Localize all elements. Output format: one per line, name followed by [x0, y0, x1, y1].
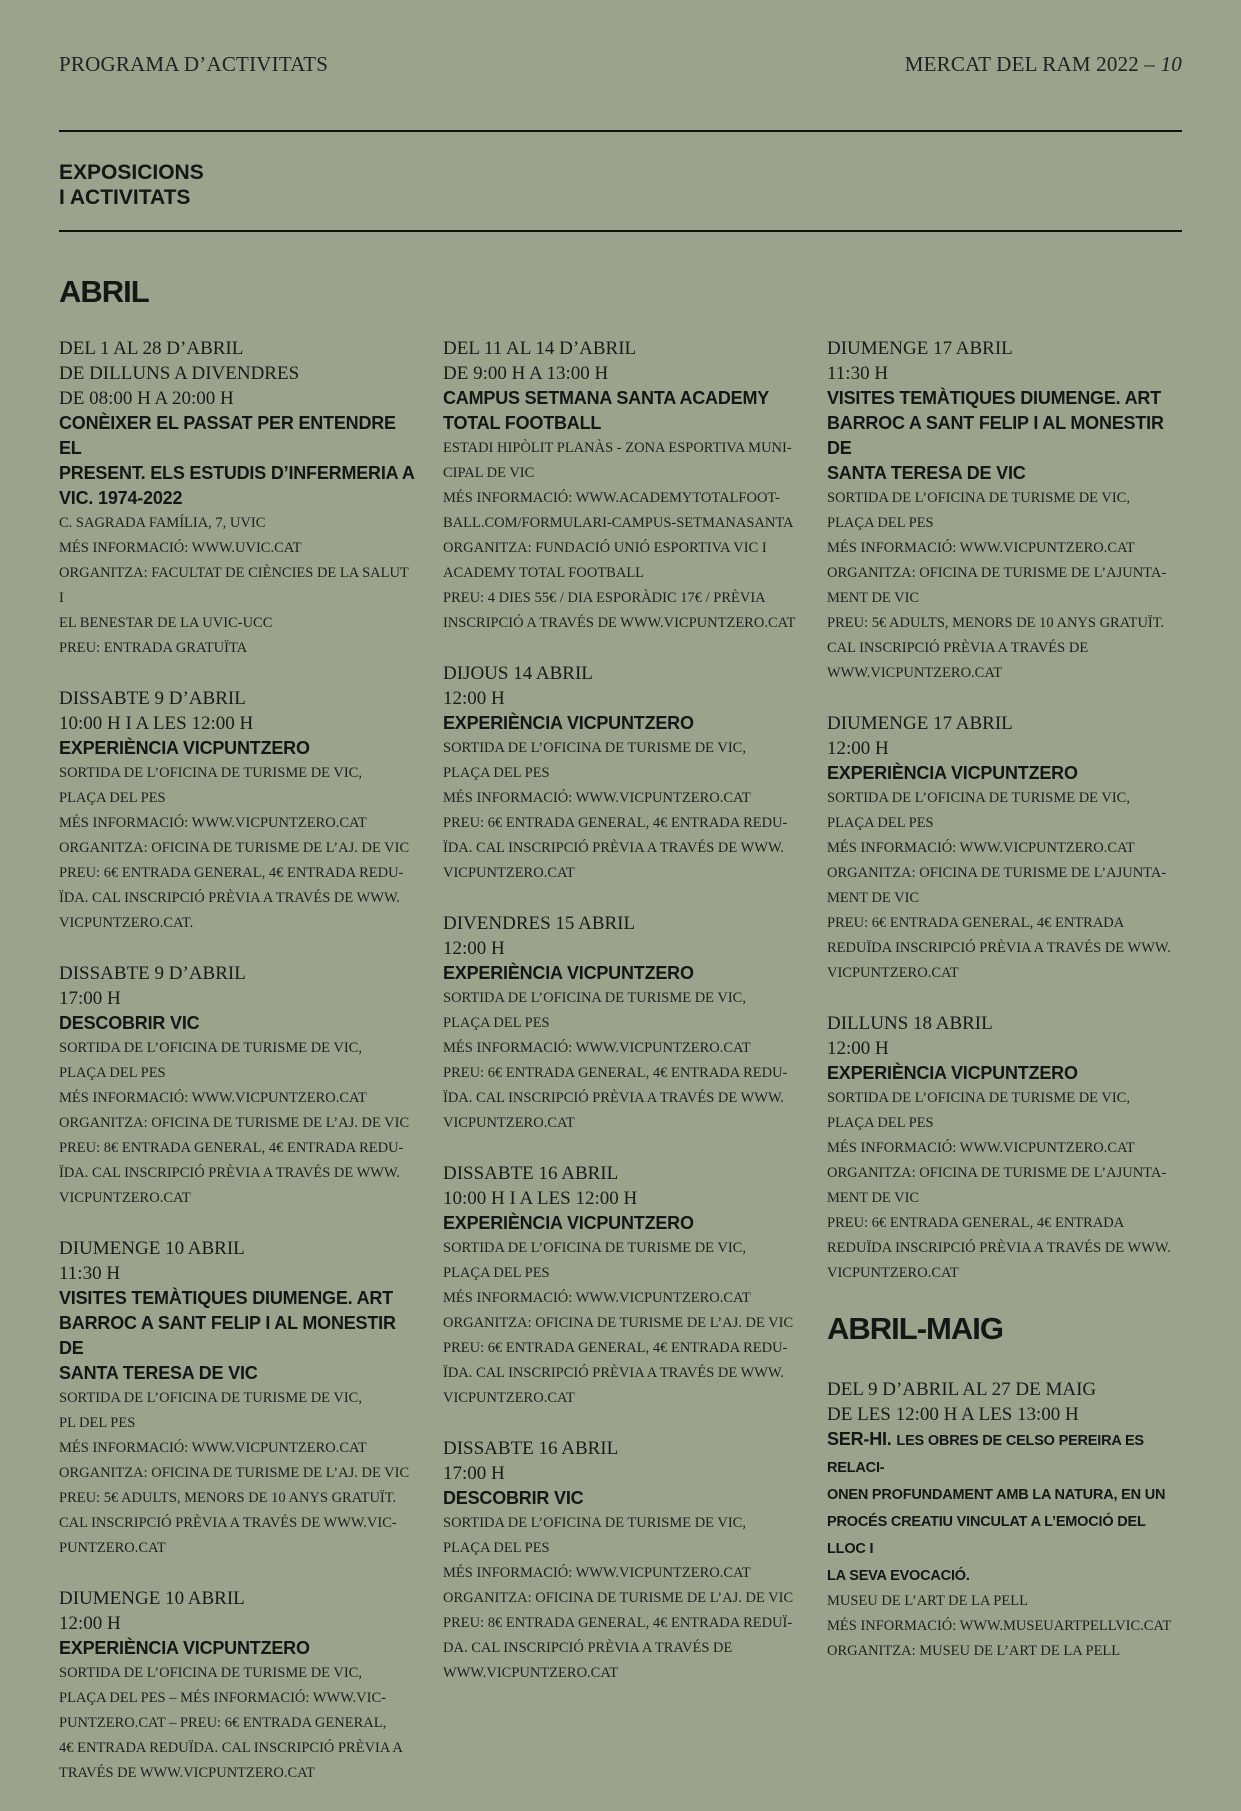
event-detail-line: MÉS INFORMACIÓ: WWW.VICPUNTZERO.CAT — [59, 815, 367, 831]
event-detail-line: VICPUNTZERO.CAT. — [59, 915, 194, 931]
event-detail-line: SORTIDA DE L’OFICINA DE TURISME DE VIC, — [827, 790, 1130, 806]
event-detail-line: ORGANITZA: FUNDACIÓ UNIÓ ESPORTIVA VIC I — [443, 540, 767, 556]
event-title-line: VISITES TEMÀTIQUES DIUMENGE. ART — [827, 388, 1161, 408]
event-date-line: DISSABTE 9 D’ABRIL — [59, 688, 246, 709]
event-entry — [59, 686, 415, 936]
event-detail-line: BALL.COM/FORMULARI-CAMPUS-SETMANASANTA — [443, 515, 794, 531]
month-heading-abril-maig: ABRIL-MAIG — [827, 1311, 1003, 1346]
event-date-line: DEL 9 D’ABRIL AL 27 DE MAIG — [827, 1379, 1097, 1400]
event-entry — [443, 661, 799, 886]
event-title-line: EXPERIÈNCIA VICPUNTZERO — [827, 1063, 1078, 1083]
event-entry — [827, 1011, 1183, 1286]
event-title-line: SANTA TERESA DE VIC — [59, 1363, 258, 1383]
event-title-line: TOTAL FOOTBALL — [443, 413, 602, 433]
event-title-line: EXPERIÈNCIA VICPUNTZERO — [443, 963, 694, 983]
event-date-line: 12:00 H — [443, 688, 505, 709]
event-date-line: 10:00 H I A LES 12:00 H — [59, 713, 254, 734]
event-detail-line: VICPUNTZERO.CAT — [827, 965, 959, 981]
event-title-line: SANTA TERESA DE VIC — [827, 463, 1026, 483]
event-detail-line: INSCRIPCIÓ A TRAVÉS DE WWW.VICPUNTZERO.CAT — [443, 615, 796, 631]
event-detail-line: CAL INSCRIPCIÓ PRÈVIA A TRAVÉS DE WWW.VIC- — [59, 1515, 397, 1531]
event-detail-line: ORGANITZA: FACULTAT DE CIÈNCIES DE LA SALUT I — [59, 565, 409, 606]
event-title-line — [827, 1427, 1183, 1481]
event-detail-line: PUNTZERO.CAT — [59, 1540, 166, 1556]
event-entry — [827, 711, 1183, 986]
event-title-line: EXPERIÈNCIA VICPUNTZERO — [59, 738, 310, 758]
event-title-text: LA SEVA EVOCACIÓ. — [827, 1568, 970, 1584]
event-detail-line: PL DEL PES — [59, 1415, 136, 1431]
event-date-line: DE 08:00 H A 20:00 H — [59, 388, 234, 409]
event-detail-line: ÏDA. CAL INSCRIPCIÓ PRÈVIA A TRAVÉS DE WWW. — [443, 1090, 784, 1106]
event-date-line: DISSABTE 16 ABRIL — [443, 1163, 619, 1184]
event-date-line: DEL 1 AL 28 D’ABRIL — [59, 338, 244, 359]
event-detail-line: WWW.VICPUNTZERO.CAT — [443, 1665, 619, 1681]
event-detail-line: SORTIDA DE L’OFICINA DE TURISME DE VIC, — [59, 1665, 362, 1681]
event-detail-line: PREU: 6€ ENTRADA GENERAL, 4€ ENTRADA REDU- — [59, 865, 404, 881]
event-date-line: 17:00 H — [443, 1463, 505, 1484]
event-date-line: DISSABTE 16 ABRIL — [443, 1438, 619, 1459]
event-detail-line: ÏDA. CAL INSCRIPCIÓ PRÈVIA A TRAVÉS DE WWW. — [59, 890, 400, 906]
event-detail-line: MÉS INFORMACIÓ: WWW.VICPUNTZERO.CAT — [443, 1290, 751, 1306]
event-detail-line: ORGANITZA: OFICINA DE TURISME DE L’AJ. DE VIC — [59, 840, 410, 856]
event-date-line: 10:00 H I A LES 12:00 H — [443, 1188, 638, 1209]
event-title-line: DESCOBRIR VIC — [443, 1488, 584, 1508]
event-title-line: CONÈIXER EL PASSAT PER ENTENDRE EL — [59, 413, 396, 458]
event-detail-line: PREU: 6€ ENTRADA GENERAL, 4€ ENTRADA REDU- — [443, 1340, 788, 1356]
event-date-line: 11:30 H — [59, 1263, 121, 1284]
event-entry — [59, 1236, 415, 1561]
event-title-line: VISITES TEMÀTIQUES DIUMENGE. ART — [59, 1288, 393, 1308]
event-detail-line: PUNTZERO.CAT – PREU: 6€ ENTRADA GENERAL, — [59, 1715, 387, 1731]
event-detail-line: SORTIDA DE L’OFICINA DE TURISME DE VIC, — [59, 1040, 362, 1056]
event-detail-line: MÉS INFORMACIÓ: WWW.MUSEUARTPELLVIC.CAT — [827, 1618, 1172, 1634]
event-detail-line: PREU: 8€ ENTRADA GENERAL, 4€ ENTRADA REDUÏ- — [443, 1615, 793, 1631]
event-detail-line: MÉS INFORMACIÓ: WWW.VICPUNTZERO.CAT — [827, 840, 1135, 856]
event-title-lead: SER-HI. — [827, 1429, 892, 1449]
event-title-line: EXPERIÈNCIA VICPUNTZERO — [443, 1213, 694, 1233]
event-date-line: DISSABTE 9 D’ABRIL — [59, 963, 246, 984]
event-detail-line: ÏDA. CAL INSCRIPCIÓ PRÈVIA A TRAVÉS DE WWW. — [443, 840, 784, 856]
header-event-label: MERCAT DEL RAM 2022 – 10 — [904, 52, 1182, 76]
event-title-line: CAMPUS SETMANA SANTA ACADEMY — [443, 388, 770, 408]
event-detail-line: ACADEMY TOTAL FOOTBALL — [443, 565, 645, 581]
event-title-line: EXPERIÈNCIA VICPUNTZERO — [443, 713, 694, 733]
event-title-text: LES OBRES DE CELSO PEREIRA ES RELACI- — [827, 1433, 1144, 1476]
event-detail-line: SORTIDA DE L’OFICINA DE TURISME DE VIC, — [443, 740, 746, 756]
event-date-line: DE LES 12:00 H A LES 13:00 H — [827, 1404, 1079, 1425]
event-detail-line: ORGANITZA: OFICINA DE TURISME DE L’AJ. DE VIC — [443, 1590, 794, 1606]
event-detail-line: ORGANITZA: OFICINA DE TURISME DE L’AJUNTA- — [827, 1165, 1167, 1181]
page-number: 10 — [1160, 52, 1182, 76]
event-detail-line: VICPUNTZERO.CAT — [59, 1190, 191, 1206]
event-detail-line: CIPAL DE VIC — [443, 465, 535, 481]
event-title-line: BARROC A SANT FELIP I AL MONESTIR DE — [59, 1313, 396, 1358]
event-detail-line: SORTIDA DE L’OFICINA DE TURISME DE VIC, — [443, 1515, 746, 1531]
event-title-line: VIC. 1974-2022 — [59, 488, 183, 508]
event-detail-line: MÉS INFORMACIÓ: WWW.VICPUNTZERO.CAT — [443, 1040, 751, 1056]
event-date-line: DIVENDRES 15 ABRIL — [443, 913, 636, 934]
event-detail-line: ORGANITZA: OFICINA DE TURISME DE L’AJUNTA- — [827, 865, 1167, 881]
event-detail-line: REDUÏDA INSCRIPCIÓ PRÈVIA A TRAVÉS DE WWW. — [827, 1240, 1171, 1256]
event-detail-line: SORTIDA DE L’OFICINA DE TURISME DE VIC, — [59, 765, 362, 781]
event-detail-line: VICPUNTZERO.CAT — [443, 865, 575, 881]
event-date-line: DIUMENGE 10 ABRIL — [59, 1238, 245, 1259]
event-detail-line: ORGANITZA: MUSEU DE L’ART DE LA PELL — [827, 1643, 1121, 1659]
event-detail-line: ESTADI HIPÒLIT PLANÀS - ZONA ESPORTIVA MUNI- — [443, 440, 792, 456]
event-date-line: 12:00 H — [443, 938, 505, 959]
event-detail-line: MÉS INFORMACIÓ: WWW.VICPUNTZERO.CAT — [827, 540, 1135, 556]
event-detail-line: ÏDA. CAL INSCRIPCIÓ PRÈVIA A TRAVÉS DE WWW. — [443, 1365, 784, 1381]
event-detail-line: PREU: 6€ ENTRADA GENERAL, 4€ ENTRADA — [827, 915, 1125, 931]
event-date-line: DE 9:00 H A 13:00 H — [443, 363, 609, 384]
event-date-line: DIUMENGE 17 ABRIL — [827, 713, 1013, 734]
event-detail-line: MENT DE VIC — [827, 890, 920, 906]
event-title-line: PRESENT. ELS ESTUDIS D’INFERMERIA A — [59, 463, 415, 483]
event-detail-line: PREU: 5€ ADULTS, MENORS DE 10 ANYS GRATUÏT. — [59, 1490, 397, 1506]
event-entry — [443, 1436, 799, 1686]
event-detail-line: ORGANITZA: OFICINA DE TURISME DE L’AJUNTA- — [827, 565, 1167, 581]
event-entry — [443, 336, 799, 636]
event-detail-line: MÉS INFORMACIÓ: WWW.VICPUNTZERO.CAT — [59, 1090, 367, 1106]
event-entry — [59, 336, 415, 661]
event-detail-line: PREU: 6€ ENTRADA GENERAL, 4€ ENTRADA REDU- — [443, 815, 788, 831]
events-column-3 — [827, 336, 1183, 1689]
event-detail-line: ORGANITZA: OFICINA DE TURISME DE L’AJ. DE VIC — [59, 1115, 410, 1131]
event-date-line: DILLUNS 18 ABRIL — [827, 1013, 993, 1034]
event-detail-line: PLAÇA DEL PES – MÉS INFORMACIÓ: WWW.VIC- — [59, 1690, 386, 1706]
section-title: EXPOSICIONS I ACTIVITATS — [59, 161, 204, 209]
month-heading-abril: ABRIL — [59, 274, 149, 309]
section-divider — [59, 230, 1182, 232]
event-title-line — [827, 1481, 1183, 1508]
event-detail-line: SORTIDA DE L’OFICINA DE TURISME DE VIC, — [443, 990, 746, 1006]
event-detail-line: PLAÇA DEL PES — [827, 815, 934, 831]
event-detail-line: MENT DE VIC — [827, 590, 920, 606]
event-detail-line: ORGANITZA: OFICINA DE TURISME DE L’AJ. DE VIC — [59, 1465, 410, 1481]
event-title-line: DESCOBRIR VIC — [59, 1013, 200, 1033]
event-title-line: EXPERIÈNCIA VICPUNTZERO — [827, 763, 1078, 783]
event-detail-line: SORTIDA DE L’OFICINA DE TURISME DE VIC, — [827, 490, 1130, 506]
event-detail-line: PLAÇA DEL PES — [443, 765, 550, 781]
event-detail-line: ÏDA. CAL INSCRIPCIÓ PRÈVIA A TRAVÉS DE WWW. — [59, 1165, 400, 1181]
event-entry — [827, 336, 1183, 686]
event-detail-line: PREU: 8€ ENTRADA GENERAL, 4€ ENTRADA REDU- — [59, 1140, 404, 1156]
event-detail-line: PLAÇA DEL PES — [827, 515, 934, 531]
event-detail-line: MÉS INFORMACIÓ: WWW.ACADEMYTOTALFOOT- — [443, 490, 780, 506]
event-detail-line: VICPUNTZERO.CAT — [443, 1390, 575, 1406]
event-title-line: BARROC A SANT FELIP I AL MONESTIR DE — [827, 413, 1164, 458]
event-date-line: 11:30 H — [827, 363, 889, 384]
event-date-line: 12:00 H — [827, 738, 889, 759]
event-detail-line: SORTIDA DE L’OFICINA DE TURISME DE VIC, — [59, 1390, 362, 1406]
event-detail-line: MUSEU DE L’ART DE LA PELL — [827, 1593, 1028, 1609]
event-detail-line: PREU: 5€ ADULTS, MENORS DE 10 ANYS GRATUÏT. — [827, 615, 1165, 631]
event-detail-line: WWW.VICPUNTZERO.CAT — [827, 665, 1003, 681]
event-detail-line: ORGANITZA: OFICINA DE TURISME DE L’AJ. DE VIC — [443, 1315, 794, 1331]
event-detail-line: PREU: ENTRADA GRATUÏTA — [59, 640, 248, 656]
event-detail-line: PREU: 6€ ENTRADA GENERAL, 4€ ENTRADA — [827, 1215, 1125, 1231]
event-detail-line: MÉS INFORMACIÓ: WWW.VICPUNTZERO.CAT — [59, 1440, 367, 1456]
event-title-line — [827, 1508, 1183, 1562]
event-detail-line: C. SAGRADA FAMÍLIA, 7, UVIC — [59, 515, 266, 531]
event-detail-line: PLAÇA DEL PES — [59, 790, 166, 806]
event-entry — [59, 961, 415, 1211]
event-entry — [443, 1161, 799, 1411]
page-header — [59, 52, 1182, 77]
event-title-text: ONEN PROFUNDAMENT AMB LA NATURA, EN UN — [827, 1487, 1166, 1503]
event-date-line: DIUMENGE 10 ABRIL — [59, 1588, 245, 1609]
event-detail-line: PLAÇA DEL PES — [59, 1065, 166, 1081]
event-detail-line: VICPUNTZERO.CAT — [443, 1115, 575, 1131]
header-program-label: PROGRAMA D’ACTIVITATS — [59, 52, 329, 76]
event-detail-line: CAL INSCRIPCIÓ PRÈVIA A TRAVÉS DE — [827, 640, 1089, 656]
event-detail-line: SORTIDA DE L’OFICINA DE TURISME DE VIC, — [827, 1090, 1130, 1106]
top-divider — [59, 130, 1182, 132]
event-date-line: 17:00 H — [59, 988, 121, 1009]
event-title-line — [827, 1562, 1183, 1589]
event-entry — [59, 1586, 415, 1786]
event-date-line: DEL 11 AL 14 D’ABRIL — [443, 338, 637, 359]
event-detail-line: DA. CAL INSCRIPCIÓ PRÈVIA A TRAVÉS DE — [443, 1640, 733, 1656]
event-detail-line: MÉS INFORMACIÓ: WWW.UVIC.CAT — [59, 540, 302, 556]
event-detail-line: MENT DE VIC — [827, 1190, 920, 1206]
event-date-line: DE DILLUNS A DIVENDRES — [59, 363, 300, 384]
event-detail-line: MÉS INFORMACIÓ: WWW.VICPUNTZERO.CAT — [443, 790, 751, 806]
event-entry — [443, 911, 799, 1136]
event-date-line: 12:00 H — [827, 1038, 889, 1059]
event-detail-line: TRAVÉS DE WWW.VICPUNTZERO.CAT — [59, 1765, 315, 1781]
event-detail-line: REDUÏDA INSCRIPCIÓ PRÈVIA A TRAVÉS DE WWW. — [827, 940, 1171, 956]
event-detail-line: MÉS INFORMACIÓ: WWW.VICPUNTZERO.CAT — [443, 1565, 751, 1581]
event-detail-line: 4€ ENTRADA REDUÏDA. CAL INSCRIPCIÓ PRÈVIA A — [59, 1740, 403, 1756]
event-title-line: EXPERIÈNCIA VICPUNTZERO — [59, 1638, 310, 1658]
event-title-text: PROCÉS CREATIU VINCULAT A L’EMOCIÓ DEL LLOC I — [827, 1514, 1146, 1557]
event-detail-line: PLAÇA DEL PES — [443, 1265, 550, 1281]
events-column-1 — [59, 336, 415, 1811]
event-detail-line: SORTIDA DE L’OFICINA DE TURISME DE VIC, — [443, 1240, 746, 1256]
events-column-2 — [443, 336, 799, 1711]
event-detail-line: PLAÇA DEL PES — [443, 1015, 550, 1031]
event-detail-line: VICPUNTZERO.CAT — [827, 1265, 959, 1281]
event-detail-line: PLAÇA DEL PES — [443, 1540, 550, 1556]
event-detail-line: PLAÇA DEL PES — [827, 1115, 934, 1131]
event-date-line: 12:00 H — [59, 1613, 121, 1634]
event-detail-line: PREU: 4 DIES 55€ / DIA ESPORÀDIC 17€ / PRÈVIA — [443, 590, 766, 606]
event-detail-line: PREU: 6€ ENTRADA GENERAL, 4€ ENTRADA REDU- — [443, 1065, 788, 1081]
event-entry — [827, 1377, 1183, 1664]
event-date-line: DIJOUS 14 ABRIL — [443, 663, 593, 684]
event-date-line: DIUMENGE 17 ABRIL — [827, 338, 1013, 359]
event-detail-line: MÉS INFORMACIÓ: WWW.VICPUNTZERO.CAT — [827, 1140, 1135, 1156]
event-detail-line: EL BENESTAR DE LA UVIC-UCC — [59, 615, 273, 631]
